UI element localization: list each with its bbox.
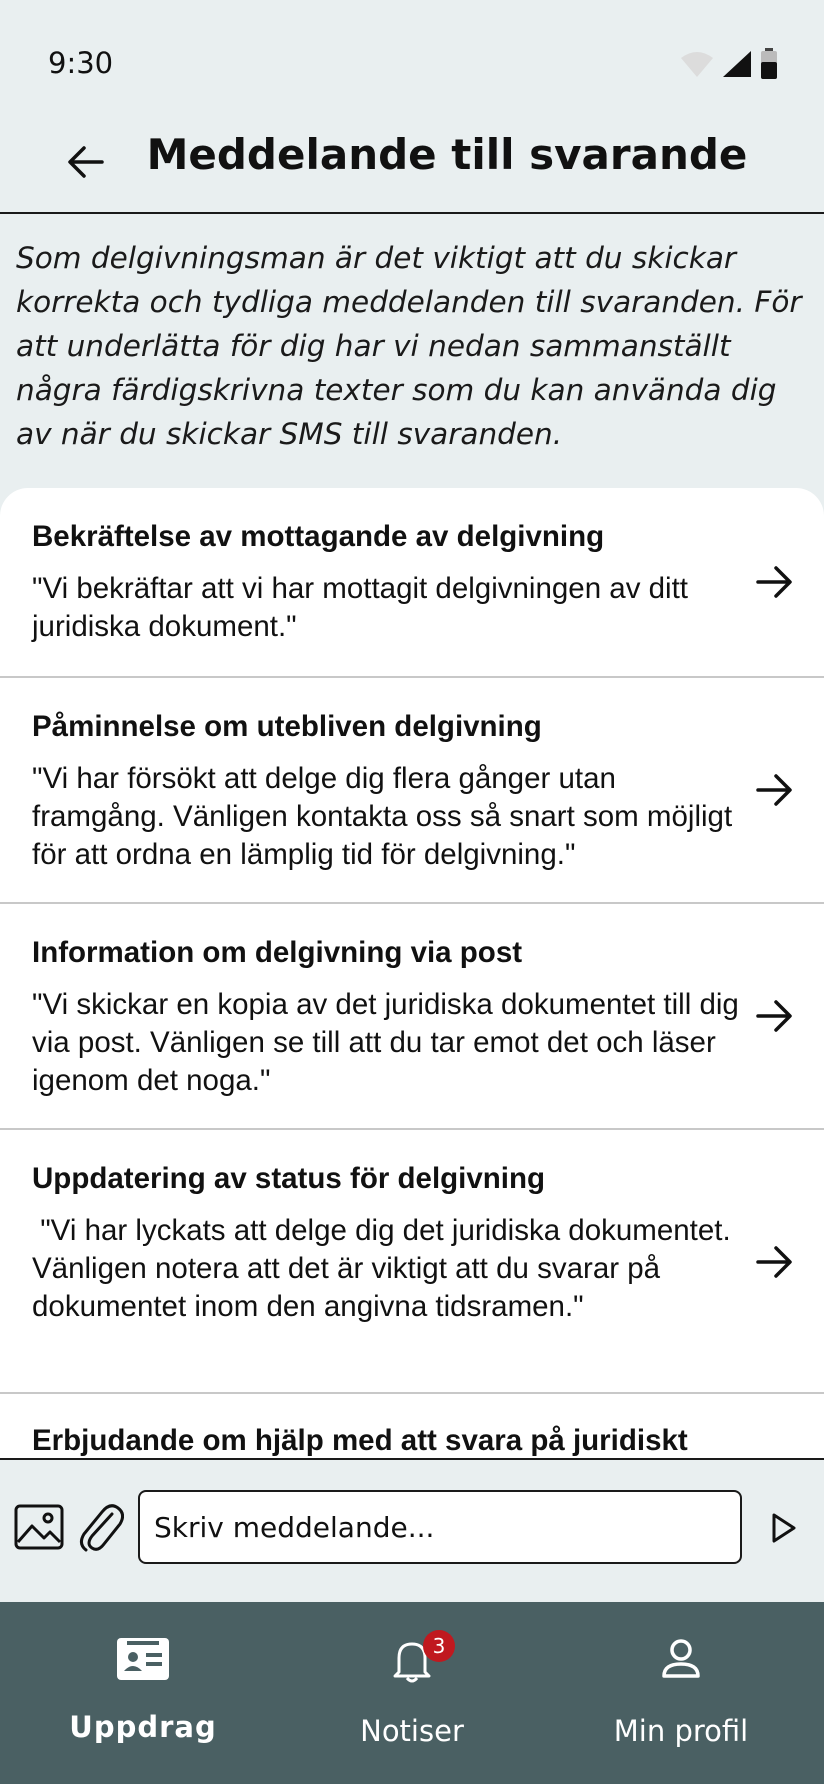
status-icons xyxy=(680,48,778,80)
status-bar xyxy=(0,0,824,120)
nav-item-notiser[interactable] xyxy=(275,1602,549,1784)
message-template-title: Information om delgivning via post xyxy=(32,936,523,969)
message-template-title: Erbjudande om hjälp med att svara på juridiskt xyxy=(32,1424,688,1457)
nav-label: Uppdrag xyxy=(69,1710,217,1744)
message-template-item[interactable] xyxy=(0,904,824,1130)
message-template-title: Bekräftelse av mottagande av delgivning xyxy=(32,520,605,553)
message-template-title: Påminnelse om utebliven delgivning xyxy=(32,710,542,743)
user-icon xyxy=(661,1638,701,1680)
message-template-text: "Vi skickar en kopia av det juridiska dokumentet till dig via post. Vänligen se till att du tar emot det och läser igenom det noga." xyxy=(32,988,739,1097)
message-template-item[interactable] xyxy=(0,1394,824,1458)
wifi-icon xyxy=(680,50,714,78)
arrow-right-icon xyxy=(754,996,794,1036)
signal-icon xyxy=(722,50,752,78)
message-template-item[interactable] xyxy=(0,488,824,678)
message-template-text: "Vi bekräftar att vi har mottagit delgivningen av ditt juridiska dokument." xyxy=(32,572,689,643)
id-card-icon xyxy=(117,1638,169,1680)
message-template-item[interactable] xyxy=(0,678,824,904)
app-header xyxy=(0,120,824,214)
message-template-list xyxy=(0,488,824,1458)
message-template-item[interactable] xyxy=(0,1130,824,1394)
arrow-right-icon xyxy=(754,562,794,602)
arrow-right-icon xyxy=(754,1242,794,1282)
message-input[interactable] xyxy=(138,1490,742,1564)
send-icon[interactable] xyxy=(770,1512,798,1544)
nav-item-uppdrag[interactable] xyxy=(6,1602,280,1784)
nav-label: Notiser xyxy=(360,1714,464,1748)
status-time: 9:30 xyxy=(48,46,114,80)
image-icon[interactable] xyxy=(14,1504,64,1550)
intro-text: Som delgivningsman är det viktigt att du skickar korrekta och tydliga meddelanden till svaranden. För att underlätta för dig har vi nedan sammanställt några färdigskrivna texter som du kan använda dig av när du skickar SMS till svaranden. xyxy=(16,241,802,451)
message-composer xyxy=(0,1458,824,1604)
arrow-right-icon xyxy=(754,770,794,810)
nav-label: Min profil xyxy=(613,1714,749,1748)
message-template-text: "Vi har lyckats att delge dig det juridiska dokumentet. Vänligen notera att det är viktigt att du svarar på dokumentet inom den angivna tidsramen." xyxy=(32,1214,739,1323)
bottom-navigation xyxy=(0,1602,824,1784)
nav-item-min-profil[interactable] xyxy=(544,1602,818,1784)
message-template-text: "Vi har försökt att delge dig flera gånger utan framgång. Vänligen kontakta oss så snart som möjligt för att ordna en lämplig tid för delgivning." xyxy=(32,762,733,871)
notification-badge: 3 xyxy=(423,1630,455,1662)
battery-icon xyxy=(760,48,778,80)
paperclip-icon[interactable] xyxy=(78,1500,124,1554)
page-title: Meddelande till svarande xyxy=(146,130,748,179)
message-template-title: Uppdatering av status för delgivning xyxy=(32,1162,546,1195)
